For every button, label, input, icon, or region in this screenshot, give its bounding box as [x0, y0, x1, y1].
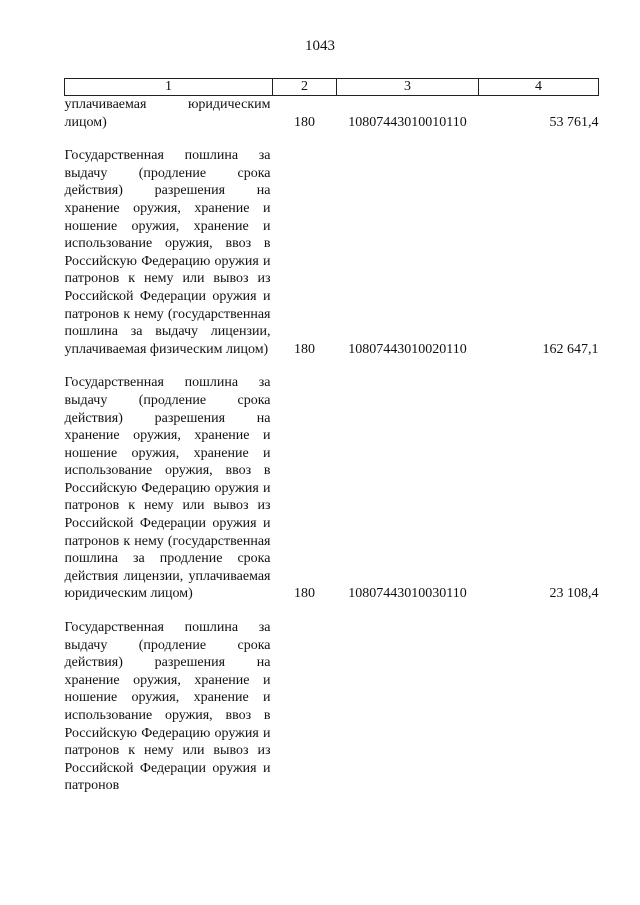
- table-row: [65, 96, 599, 132]
- column-header-2: 2: [273, 79, 337, 96]
- row-name-text: уплачиваемая юридическим лицом): [64, 97, 271, 130]
- row-name-text: Государственная пошлина за выдачу (продление срока действия) разрешения на хранение оружия, хранение и ношение оружия, хранение и использование оружия, ввоз в Российскую Федерацию оружия и патронов к нему или вывоз из Российской Федерации оружия и патронов к нему (государственная пошлина за продление срока действия лицензии, уплачиваемая юридическим лицом): [64, 375, 271, 602]
- revenue-table: [64, 78, 599, 795]
- page-number: 1043: [305, 38, 335, 54]
- row-budget-code: 10807443010030110: [348, 586, 467, 602]
- row-amount: [479, 619, 599, 795]
- row-budget-code: 10807443010010110: [348, 114, 467, 130]
- table-header-row: [65, 79, 599, 96]
- row-name-text: Государственная пошлина за выдачу (продление срока действия) разрешения на хранение оружия, хранение и ношение оружия, хранение и использование оружия, ввоз в Российскую Федерацию оружия и патронов к нему или вывоз из Российской Федерации оружия и патронов к нему (государственная пошлина за выдачу лицензии, уплачиваемая физическим лицом): [64, 148, 271, 357]
- table-row: [65, 147, 599, 358]
- row-amount: 162 647,1: [542, 341, 599, 357]
- table-row: [65, 374, 599, 603]
- row-admin-code: 180: [294, 586, 315, 602]
- row-name-cell: [65, 147, 273, 358]
- row-name-cell: [65, 96, 273, 132]
- column-header-3: 3: [337, 79, 479, 96]
- row-budget-code: 10807443010020110: [348, 341, 467, 357]
- column-header-1: 1: [65, 79, 273, 96]
- row-admin-code: 180: [294, 341, 315, 357]
- row-spacer: [65, 131, 599, 147]
- row-budget-code: [337, 619, 479, 795]
- row-spacer: [65, 603, 599, 619]
- table-row: [65, 619, 599, 795]
- row-amount: 53 761,4: [549, 114, 599, 130]
- row-name-cell: [65, 374, 273, 603]
- row-admin-code: 180: [294, 114, 315, 130]
- row-admin-code: [273, 619, 337, 795]
- row-amount: 23 108,4: [549, 586, 599, 602]
- row-name-text: Государственная пошлина за выдачу (продление срока действия) разрешения на хранение оружия, хранение и ношение оружия, хранение и использование оружия, ввоз в Российскую Федерацию оружия и патронов к нему или вывоз из Российской Федерации оружия и патронов: [64, 620, 271, 794]
- row-name-cell: [65, 619, 273, 795]
- row-spacer: [65, 358, 599, 374]
- column-header-4: 4: [479, 79, 599, 96]
